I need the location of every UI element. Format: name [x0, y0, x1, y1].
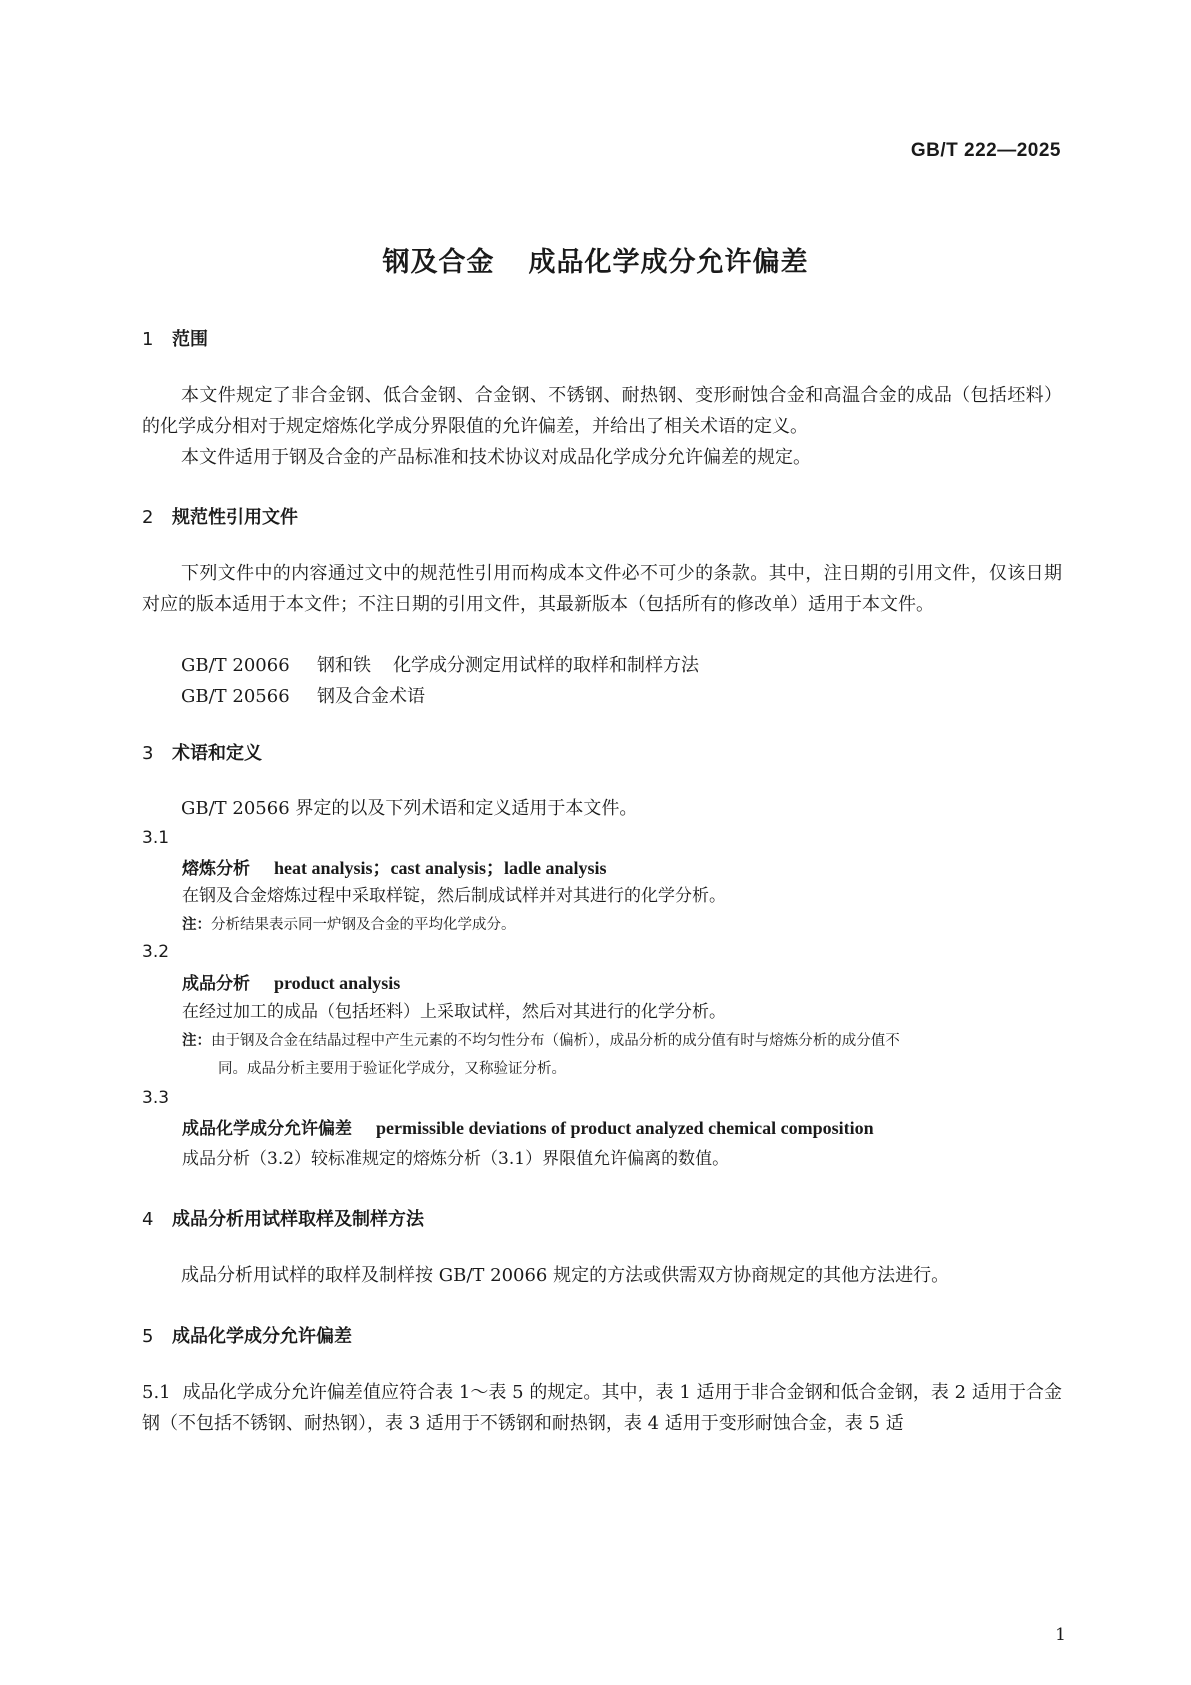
term-3-1-number: 3.1 [142, 828, 170, 848]
section-4-paragraph: 成品分析用试样的取样及制样按 GB/T 20066 规定的方法或供需双方协商规定的其他方法进行。 [181, 1265, 950, 1286]
section-1-paragraph-2: 本文件适用于钢及合金的产品标准和技术协议对成品化学成分允许偏差的规定。 [181, 447, 811, 468]
standard-code: GB/T 222—2025 [910, 140, 1061, 161]
term-3-1-definition: 在钢及合金熔炼过程中采取样锭，然后制成试样并对其进行的化学分析。 [182, 886, 726, 906]
term-3-3-number: 3.3 [142, 1088, 170, 1108]
clause-5-1-number: 5.1 [142, 1382, 171, 1403]
section-3-intro: GB/T 20566 界定的以及下列术语和定义适用于本文件。 [181, 798, 638, 819]
normative-reference-2: GB/T 20566 钢及合金术语 [181, 686, 425, 707]
term-3-1-name: 熔炼分析 heat analysis；cast analysis；ladle analysis [182, 858, 607, 879]
page-number: 1 [1055, 1625, 1066, 1645]
section-1-paragraph-1: 本文件规定了非合金钢、低合金钢、合金钢、不锈钢、耐热钢、变形耐蚀合金和高温合金的成品（包括坯料）的化学成分相对于规定熔炼化学成分界限值的允许偏差，并给出了相关术语的定义。 [142, 385, 1062, 437]
term-3-2-definition: 在经过加工的成品（包括坯料）上采取试样，然后对其进行的化学分析。 [182, 1002, 726, 1022]
section-3-heading: 3 术语和定义 [142, 743, 262, 764]
normative-reference-1: GB/T 20066 钢和铁 化学成分测定用试样的取样和制样方法 [181, 655, 699, 676]
clause-5-1-paragraph: 5.1 成品化学成分允许偏差值应符合表 1～表 5 的规定。其中，表 1 适用于非合金钢和低合金钢，表 2 适用于合金钢（不包括不锈钢、耐热钢），表 3 适用于不锈钢和耐热钢，表 4 适用于变形耐蚀合金，表 5 适 [142, 1382, 1062, 1434]
term-3-3-definition: 成品分析（3.2）较标准规定的熔炼分析（3.1）界限值允许偏离的数值。 [182, 1149, 730, 1169]
term-3-2-note: 注：由于钢及合金在结晶过程中产生元素的不均匀性分布（偏析），成品分析的成分值有时与熔炼分析的成分值不 [182, 1033, 900, 1049]
section-2-paragraph: 下列文件中的内容通过文中的规范性引用而构成本文件必不可少的条款。其中，注日期的引用文件，仅该日期对应的版本适用于本文件；不注日期的引用文件，其最新版本（包括所有的修改单）适用于本文件。 [142, 563, 1062, 615]
term-3-3-name: 成品化学成分允许偏差 permissible deviations of product analyzed chemical composition [182, 1118, 874, 1139]
title-part-1: 钢及合金 [382, 247, 495, 278]
title-part-2: 成品化学成分允许偏差 [528, 247, 809, 278]
section-4-heading: 4 成品分析用试样取样及制样方法 [142, 1209, 424, 1230]
section-5-heading: 5 成品化学成分允许偏差 [142, 1326, 352, 1347]
term-3-2-number: 3.2 [142, 942, 170, 962]
term-3-2-note-continued: 同。成品分析主要用于验证化学成分，又称验证分析。 [218, 1061, 566, 1077]
term-3-1-note: 注：分析结果表示同一炉钢及合金的平均化学成分。 [182, 917, 516, 933]
document-title [0, 240, 1191, 279]
term-3-2-name: 成品分析 product analysis [182, 973, 401, 994]
section-2-heading: 2 规范性引用文件 [142, 507, 298, 528]
section-1-heading: 1 范围 [142, 329, 208, 350]
